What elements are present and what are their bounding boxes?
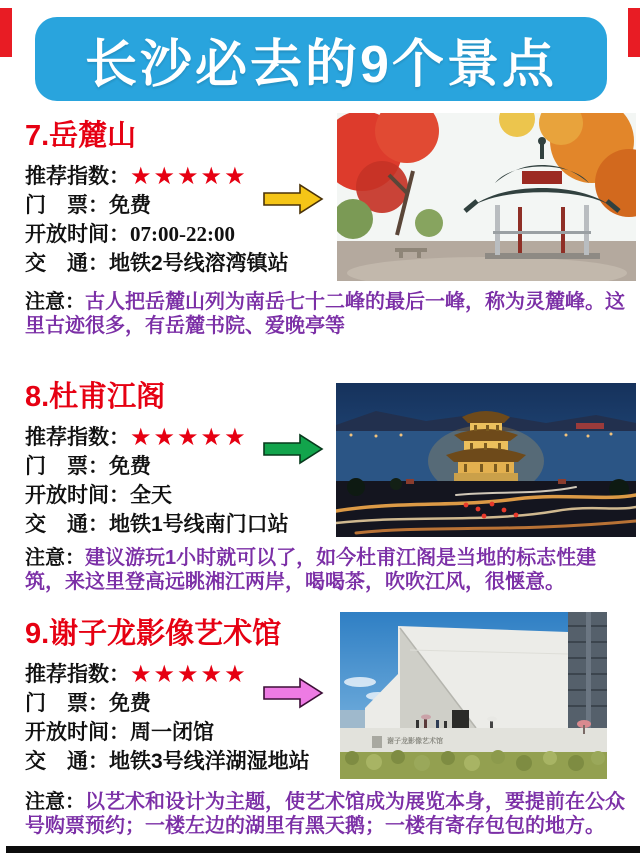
arrow-to-photo-8 bbox=[262, 432, 324, 466]
tall-building-right bbox=[568, 612, 607, 728]
section-9-note bbox=[25, 790, 631, 838]
transport-value: 地铁2号线溶湾镇站 bbox=[109, 252, 289, 275]
hours-label: 开放时间： bbox=[25, 223, 130, 246]
transport-label: 交 通： bbox=[25, 252, 109, 275]
page-title: 长沙必去的9个景点 bbox=[85, 35, 557, 94]
rating-label: 推荐指数： bbox=[25, 165, 130, 188]
note-label: 注意： bbox=[25, 291, 85, 313]
arrow-shape bbox=[264, 435, 322, 463]
rating-label: 推荐指数： bbox=[25, 426, 130, 449]
note-label: 注意： bbox=[25, 791, 85, 813]
section-7-note bbox=[25, 290, 631, 338]
star-rating: ★★★★★ bbox=[130, 661, 248, 688]
transport-value: 地铁3号线洋湖湿地站 bbox=[109, 750, 310, 773]
section-8-note bbox=[25, 546, 631, 594]
hours-label: 开放时间： bbox=[25, 484, 130, 507]
ticket-label: 门 票： bbox=[25, 455, 109, 478]
arrow-shape bbox=[264, 185, 322, 213]
perimeter-wall bbox=[340, 728, 607, 756]
section-8-heading: 8.杜甫江阁 bbox=[25, 381, 166, 413]
transport-label: 交 通： bbox=[25, 513, 109, 536]
hours-value: 07:00-22:00 bbox=[130, 222, 235, 246]
arrow-shape bbox=[264, 679, 322, 707]
transport-label: 交 通： bbox=[25, 750, 109, 773]
corner-strip-right bbox=[628, 8, 640, 57]
note-text: 以艺术和设计为主题，使艺术馆成为展览本身，要提前在公众号购票预约；一楼左边的湖里有黑天鹅；一楼有寄存包包的地方。 bbox=[25, 791, 625, 837]
photo-xiezilong-art-museum bbox=[340, 612, 607, 779]
note-text: 建议游玩1小时就可以了，如今杜甫江阁是当地的标志性建筑，来这里登高远眺湘江两岸，喝喝茶，吹吹江风，很惬意。 bbox=[25, 547, 597, 593]
arrow-to-photo-9 bbox=[262, 676, 324, 710]
transport-row bbox=[25, 249, 345, 278]
photo-dufu-pavilion-night bbox=[336, 383, 636, 537]
arrow-to-photo-7 bbox=[262, 182, 324, 216]
hours-value: 周一闭馆 bbox=[130, 721, 214, 744]
rating-label: 推荐指数： bbox=[25, 663, 130, 686]
note-label: 注意： bbox=[25, 547, 85, 569]
photo-yuelu-mountain-pavilion bbox=[337, 113, 636, 281]
note-text: 古人把岳麓山列为南岳七十二峰的最后一峰，称为灵麓峰。这里古迹很多，有岳麓书院、爱晚亭等 bbox=[25, 291, 625, 337]
ticket-label: 门 票： bbox=[25, 692, 109, 715]
transport-row bbox=[25, 510, 345, 539]
star-rating: ★★★★★ bbox=[130, 163, 248, 190]
hours-row bbox=[25, 718, 345, 747]
hours-value: 全天 bbox=[130, 484, 172, 507]
ticket-value: 免费 bbox=[109, 692, 151, 715]
transport-value: 地铁1号线南门口站 bbox=[109, 513, 289, 536]
hours-label: 开放时间： bbox=[25, 721, 130, 744]
corner-strip-left bbox=[0, 8, 12, 57]
transport-row bbox=[25, 747, 345, 776]
ticket-label: 门 票： bbox=[25, 194, 109, 217]
section-7-heading: 7.岳麓山 bbox=[25, 120, 137, 152]
museum-sign-text: 谢子龙影像艺术馆 bbox=[387, 738, 443, 745]
hours-row bbox=[25, 481, 345, 510]
star-rating: ★★★★★ bbox=[130, 424, 248, 451]
bottom-divider-bar bbox=[6, 846, 640, 853]
header-banner bbox=[35, 17, 607, 101]
ticket-value: 免费 bbox=[109, 194, 151, 217]
ticket-value: 免费 bbox=[109, 455, 151, 478]
hours-row bbox=[25, 220, 345, 249]
green-hedge bbox=[340, 750, 607, 779]
section-9-heading: 9.谢子龙影像艺术馆 bbox=[25, 618, 282, 650]
